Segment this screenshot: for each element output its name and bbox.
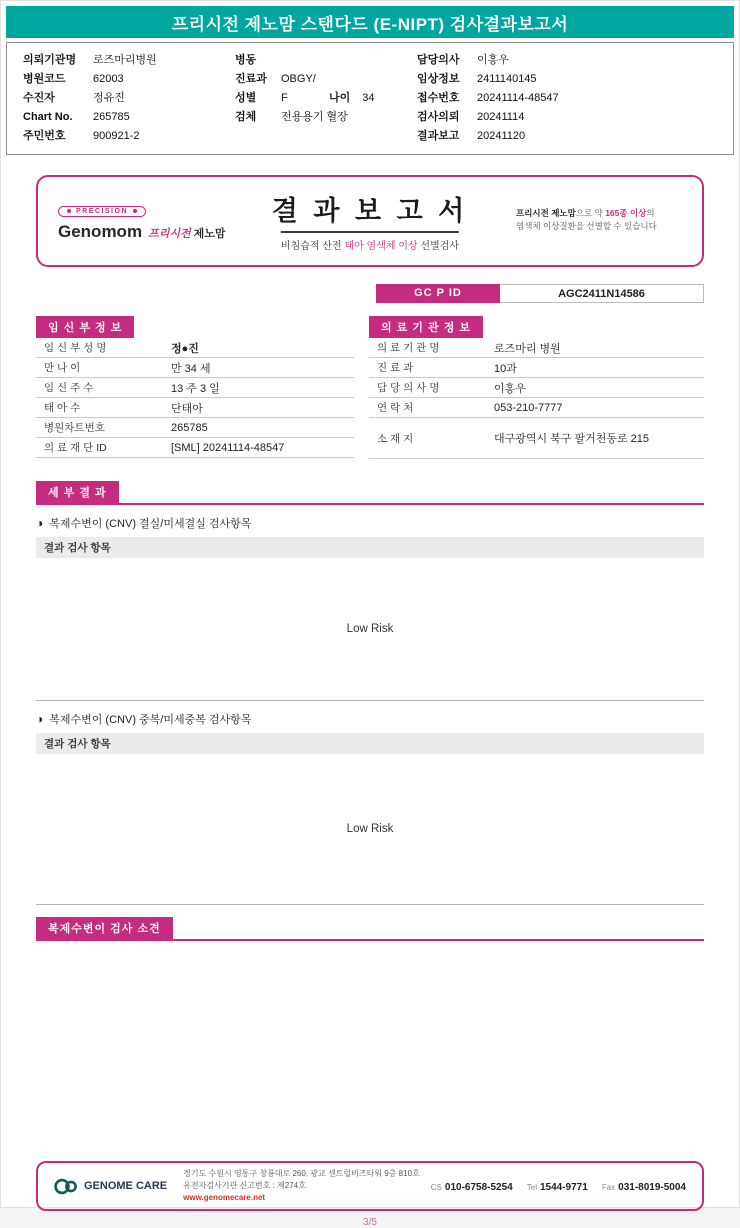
- info-value: 이홍우: [477, 54, 509, 66]
- patient-info-box: [6, 42, 734, 155]
- website-link: www.genomecare.net: [183, 1193, 266, 1202]
- report-title-banner: [6, 6, 734, 38]
- info-label: 진료과: [235, 73, 267, 85]
- info-label: 주민번호: [23, 130, 66, 142]
- info-tables: [36, 316, 704, 459]
- info-value: F: [281, 92, 288, 104]
- report-main-title-block: [272, 189, 468, 254]
- info-row: [417, 89, 719, 108]
- info-label: 성별: [235, 92, 257, 104]
- table-row: [369, 338, 704, 358]
- report-header-box: [36, 175, 704, 267]
- page-number: 3/5: [363, 1217, 377, 1228]
- genome-care-logo: [54, 1178, 167, 1195]
- brand-name-kr: [148, 225, 225, 241]
- clinic-info-table: [369, 316, 704, 459]
- note-line2: 염색체 이상질환을 선별할 수 있습니다: [516, 221, 657, 232]
- row-label: 임 신 주 수: [44, 382, 94, 394]
- row-value: 13 주 3 일: [171, 382, 220, 395]
- precision-badge-label: PRECISION: [76, 207, 129, 215]
- info-value: 로즈마리병원: [93, 54, 157, 66]
- brand-name-en: Genomom: [58, 222, 143, 241]
- report-side-note: [516, 207, 686, 233]
- mother-info-title: 임 신 부 정 보: [36, 316, 134, 338]
- report-main-title: 결 과 보 고 서: [271, 196, 469, 226]
- subtitle-highlight: 태아 염색체 이상: [344, 241, 418, 252]
- info-value: 정유진: [93, 92, 125, 104]
- info-row: [417, 70, 719, 89]
- contact-label: CS: [430, 1183, 442, 1192]
- info-row: [23, 127, 235, 146]
- info-row: [235, 89, 417, 108]
- info-row: [417, 51, 719, 70]
- findings-section-title: 복제수변이 검사 소견: [36, 917, 173, 939]
- contact-value: 031-8019-5004: [618, 1182, 686, 1193]
- genomom-logo: [58, 200, 226, 242]
- info-value: 900921-2: [93, 130, 140, 142]
- subtitle-prefix: 비침습적 산전: [280, 241, 345, 252]
- info-label: 검체: [235, 111, 257, 123]
- contact-cs: [431, 1177, 513, 1195]
- row-value: 로즈마리 병원: [494, 342, 561, 355]
- info-row: [23, 89, 235, 108]
- cnv-section-heading: [36, 515, 704, 531]
- row-value: 대구광역시 북구 팔거천동로 215: [494, 433, 650, 445]
- half-circle-icon: ◑: [36, 712, 44, 726]
- empty-findings-area: [36, 941, 704, 1161]
- row-value: 단태아: [171, 402, 203, 415]
- subtitle-suffix: 선별검사: [417, 241, 460, 252]
- info-label: 수진자: [23, 92, 55, 104]
- brand-kr-genomom: 제노맘: [193, 228, 226, 240]
- info-label: 담당의사: [417, 54, 460, 66]
- half-circle-icon: ◑: [36, 516, 44, 530]
- gc-p-id-label: GC P ID: [376, 284, 500, 303]
- precision-badge: [58, 206, 146, 217]
- result-items-header: 결과 검사 항목: [36, 733, 704, 754]
- clinic-info-title: 의 료 기 관 정 보: [369, 316, 483, 338]
- row-label: 진 료 과: [377, 362, 414, 374]
- info-row: [417, 108, 719, 127]
- note-mid: 으로 약: [575, 208, 606, 218]
- info-label: 결과보고: [417, 130, 460, 142]
- row-value: 10과: [494, 362, 517, 375]
- row-label: 연 락 처: [377, 402, 414, 414]
- gc-p-id-bar: [376, 284, 704, 303]
- table-row: [36, 398, 354, 418]
- footer-contacts: [431, 1177, 686, 1195]
- info-row: [235, 70, 417, 89]
- report-body: [36, 175, 704, 1228]
- genome-care-brand: GENOME CARE: [84, 1180, 168, 1192]
- patient-info-col-middle: [235, 51, 417, 146]
- cnv-section-heading: [36, 711, 704, 727]
- info-label: 검사의뢰: [417, 111, 460, 123]
- table-row: [369, 358, 704, 378]
- table-row: [369, 398, 704, 418]
- address-line2: 유전자검사기관 신고번호 : 제274호: [183, 1181, 306, 1190]
- report-title: 프리시전 제노맘 스탠다드 (E-NIPT) 검사결과보고서: [171, 14, 569, 34]
- footer-address: [183, 1168, 420, 1204]
- risk-result: Low Risk: [346, 623, 394, 635]
- cnv-duplication-section: [36, 711, 704, 905]
- contact-label: Tel: [526, 1183, 537, 1192]
- mother-info-table: [36, 316, 354, 458]
- row-value: [SML] 20241114-48547: [171, 441, 285, 454]
- info-row: [235, 51, 417, 70]
- row-value: 265785: [171, 421, 208, 434]
- info-label: 임상정보: [417, 73, 460, 85]
- patient-info-col-right: [417, 51, 719, 146]
- gc-p-id-value: AGC2411N14586: [500, 284, 704, 303]
- info-row: [23, 70, 235, 89]
- table-row: [36, 358, 354, 378]
- info-value: 62003: [93, 73, 124, 85]
- row-label: 의 료 재 단 ID: [44, 442, 107, 454]
- info-label: 병동: [235, 54, 257, 66]
- row-label: 의 료 기 관 명: [377, 342, 440, 354]
- contact-value: 010-6758-5254: [444, 1182, 513, 1193]
- row-label: 병원차트번호: [44, 422, 105, 434]
- findings-section-header: [36, 917, 704, 941]
- info-label: 나이: [329, 92, 351, 104]
- contact-value: 1544-9771: [539, 1182, 588, 1193]
- info-value: 20241114-48547: [477, 92, 559, 104]
- row-label: 소 재 지: [377, 432, 414, 445]
- note-bold: 프리시전 제노맘: [516, 208, 576, 218]
- info-label: 접수번호: [417, 92, 460, 104]
- genome-care-logo-icon: [54, 1178, 78, 1195]
- table-row: [369, 418, 704, 459]
- cnv-deletion-section: [36, 515, 704, 701]
- note-tail: 의: [646, 208, 655, 218]
- brand-row: [58, 222, 226, 242]
- info-value: 34: [362, 92, 375, 104]
- cnv-section-title: 복제수변이 (CNV) 결실/미세결실 검사항목: [49, 518, 252, 530]
- info-row: [23, 51, 235, 70]
- risk-result: Low Risk: [346, 823, 394, 835]
- row-label: 임 신 부 성 명: [44, 342, 107, 354]
- info-value: 20241120: [477, 130, 526, 142]
- contact-label: Fax: [601, 1183, 616, 1192]
- contact-tel: [527, 1177, 588, 1195]
- info-row: [23, 108, 235, 127]
- table-row: [36, 438, 354, 458]
- report-subtitle: [281, 231, 459, 252]
- brand-kr-precision: 프리시전: [148, 228, 191, 240]
- info-label: 의뢰기관명: [23, 54, 77, 66]
- address-line1: 경기도 수원시 영통구 창룡대로 260, 광교 센트럴비즈타워 9층 810호: [183, 1169, 420, 1178]
- info-row: [235, 108, 417, 127]
- row-value: 정●진: [171, 342, 199, 355]
- result-items-header: 결과 검사 항목: [36, 537, 704, 558]
- row-value: 만 34 세: [171, 362, 211, 375]
- row-value: 053-210-7777: [494, 401, 563, 414]
- note-highlight: 165종 이상: [605, 208, 647, 218]
- table-row: [36, 378, 354, 398]
- dot-icon: [67, 209, 71, 213]
- info-label: 병원코드: [23, 73, 66, 85]
- cnv-section-title: 복제수변이 (CNV) 중복/미세중복 검사항목: [49, 714, 252, 726]
- row-value: 이홍우: [494, 382, 526, 395]
- table-row: [369, 378, 704, 398]
- info-value: 265785: [93, 111, 130, 123]
- info-label: Chart No.: [23, 111, 73, 123]
- info-value: 전용용기 혈장: [281, 111, 348, 123]
- dot-icon: [133, 209, 137, 213]
- contact-fax: [602, 1177, 686, 1195]
- details-section-header: [36, 481, 704, 505]
- info-row: [417, 127, 719, 146]
- info-value: OBGY/: [281, 73, 316, 85]
- info-value: 20241114: [477, 111, 525, 123]
- footer: [36, 1161, 704, 1211]
- row-label: 담 당 의 사 명: [377, 382, 440, 394]
- patient-info-col-left: [23, 51, 235, 146]
- note-line1: [516, 207, 686, 220]
- row-label: 만 나 이: [44, 362, 81, 374]
- table-row: [36, 418, 354, 438]
- table-row: [36, 338, 354, 358]
- row-label: 태 아 수: [44, 402, 81, 414]
- details-section-title: 세 부 결 과: [36, 481, 119, 503]
- info-value: 2411140145: [477, 73, 537, 85]
